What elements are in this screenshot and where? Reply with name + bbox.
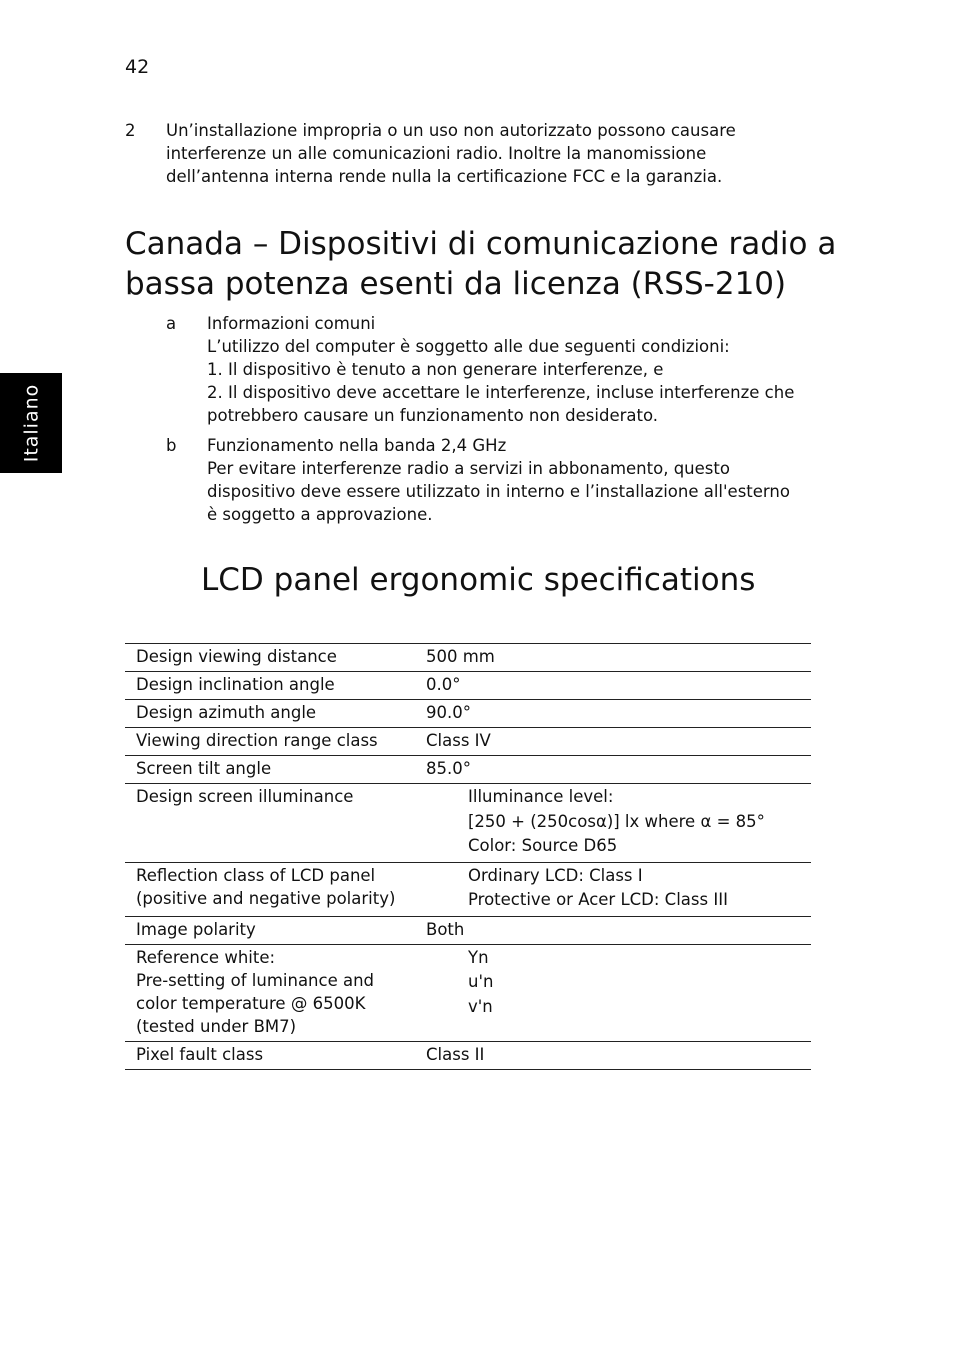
spec-value-line: Ordinary LCD: Class I <box>468 865 643 885</box>
spec-value <box>415 644 811 672</box>
spec-value-line: Protective or Acer LCD: Class III <box>468 890 728 909</box>
list-item-line: Per evitare interferenze radio a servizi in abbonamento, questo <box>207 459 730 478</box>
page-number: 42 <box>125 56 150 78</box>
list-item-line: Informazioni comuni <box>207 314 376 333</box>
table-row <box>125 728 811 756</box>
footnote-line: interferenze un alle comunicazioni radio. Inoltre la manomissione <box>166 144 707 163</box>
list-item-b <box>166 434 816 526</box>
footnote-text <box>166 119 815 188</box>
table-row <box>125 700 811 728</box>
spec-value <box>415 916 811 944</box>
spec-value <box>415 756 811 784</box>
table-row <box>125 644 811 672</box>
list-item-body <box>207 434 816 526</box>
spec-label <box>125 672 415 700</box>
spec-label-line: Pre-setting of luminance and <box>136 970 375 990</box>
spec-label-line: Design screen illuminance <box>136 787 354 806</box>
section-title-line: bassa potenza esenti da licenza (RSS-210) <box>125 266 787 302</box>
specifications-table <box>125 643 811 1070</box>
list-item-line: 2. Il dispositivo deve accettare le interferenze, incluse interferenze che <box>207 383 795 402</box>
specifications-table-body <box>125 644 811 1070</box>
list-item-line: dispositivo deve essere utilizzato in interno e l’installazione all'esterno <box>207 482 790 501</box>
table-title: LCD panel ergonomic specifications <box>201 562 756 598</box>
list-item-letter: b <box>166 436 177 455</box>
section-title <box>125 224 845 304</box>
spec-value-line: 85.0° <box>426 759 471 778</box>
spec-label-line: color temperature @ 6500K <box>136 993 366 1013</box>
list-item-body <box>207 312 816 427</box>
spec-value-line: 90.0° <box>426 703 471 722</box>
table-row <box>125 1041 811 1069</box>
language-tab-label: Italiano <box>20 383 43 463</box>
spec-value-line: Yn <box>468 947 489 967</box>
footnote-number: 2 <box>125 121 136 140</box>
spec-label-line: Reference white: <box>136 947 276 967</box>
spec-value <box>415 672 811 700</box>
table-row <box>125 672 811 700</box>
footnote-line: Un’installazione impropria o un uso non autorizzato possono causare <box>166 121 736 140</box>
list-item-line: è soggetto a approvazione. <box>207 505 433 524</box>
spec-value <box>415 862 811 916</box>
spec-label-line: Reflection class of LCD panel <box>136 865 376 885</box>
spec-label-line: (tested under BM7) <box>136 1016 297 1036</box>
spec-label <box>125 916 415 944</box>
spec-label-line: Image polarity <box>136 919 256 939</box>
spec-value <box>415 944 811 1041</box>
list-item-letter: a <box>166 314 177 333</box>
spec-label-line: Design inclination angle <box>136 675 335 694</box>
table-row <box>125 862 811 916</box>
spec-value <box>415 700 811 728</box>
spec-value-line: Color: Source D65 <box>468 836 618 855</box>
spec-value-line: Class II <box>426 1044 485 1064</box>
spec-label <box>125 644 415 672</box>
spec-label-line: Design viewing distance <box>136 647 337 666</box>
spec-label <box>125 1041 415 1069</box>
spec-value-line: Both <box>426 919 465 939</box>
spec-label-line: Viewing direction range class <box>136 731 378 750</box>
section-title-line: Canada – Dispositivi di comunicazione radio a <box>125 226 837 262</box>
spec-label <box>125 784 415 863</box>
footnote-line: dell’antenna interna rende nulla la certificazione FCC e la garanzia. <box>166 167 723 186</box>
table-row <box>125 944 811 1041</box>
language-tab <box>0 373 62 473</box>
spec-value-line: [250 + (250cosα)] lx where α = 85° <box>468 811 765 831</box>
spec-label-line: Screen tilt angle <box>136 759 272 778</box>
list-item-line: Funzionamento nella banda 2,4 GHz <box>207 436 507 455</box>
spec-value-line: 0.0° <box>426 675 461 694</box>
list-item-line: L’utilizzo del computer è soggetto alle due seguenti condizioni: <box>207 337 730 356</box>
spec-value-line: v'n <box>468 996 493 1016</box>
table-row <box>125 756 811 784</box>
spec-value-line: 500 mm <box>426 647 495 666</box>
spec-value <box>415 728 811 756</box>
spec-value-line: Illuminance level: <box>468 787 614 806</box>
spec-label-line: Design azimuth angle <box>136 703 317 722</box>
spec-label <box>125 862 415 916</box>
spec-label <box>125 756 415 784</box>
list-item-a <box>166 312 816 427</box>
list-item-line: 1. Il dispositivo è tenuto a non generare interferenze, e <box>207 360 664 379</box>
list-item-line: potrebbero causare un funzionamento non desiderato. <box>207 406 659 425</box>
spec-value <box>415 784 811 863</box>
spec-label <box>125 944 415 1041</box>
spec-value <box>415 1041 811 1069</box>
spec-value-line: u'n <box>468 972 494 991</box>
footnote <box>125 119 815 188</box>
spec-value-line: Class IV <box>426 731 491 750</box>
spec-label <box>125 728 415 756</box>
table-row <box>125 916 811 944</box>
spec-label <box>125 700 415 728</box>
spec-label-line: Pixel fault class <box>136 1044 264 1064</box>
spec-label-line: (positive and negative polarity) <box>136 888 396 908</box>
table-row <box>125 784 811 863</box>
